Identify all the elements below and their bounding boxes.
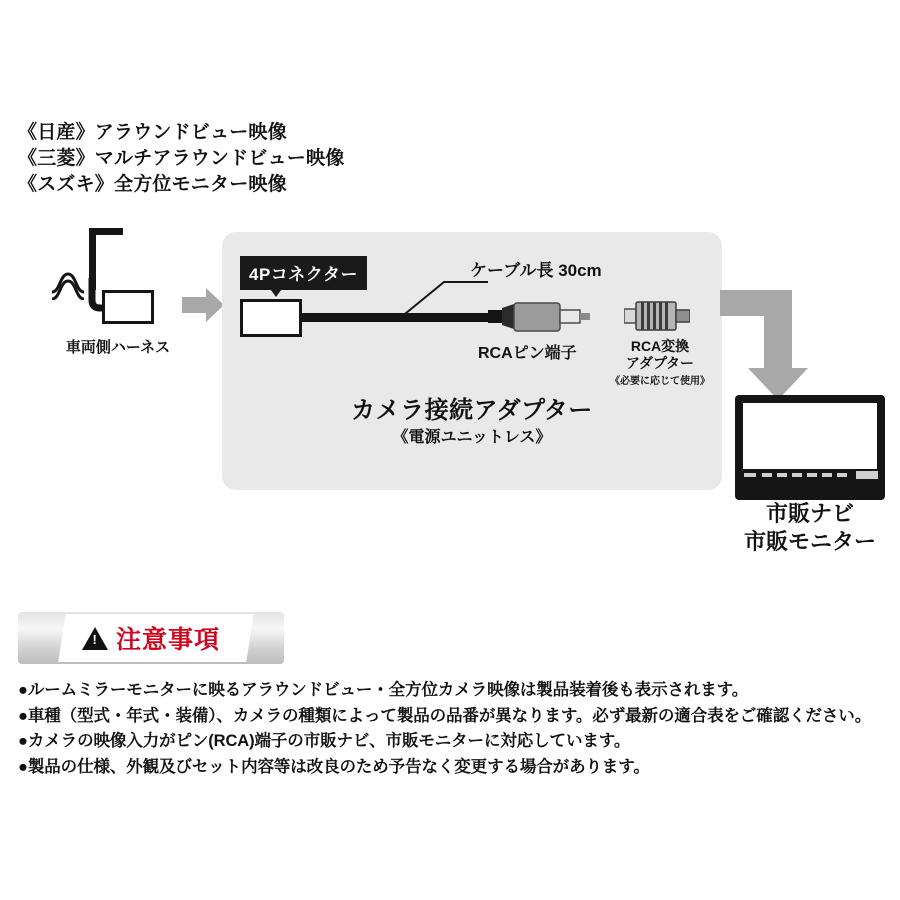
caution-note: ●製品の仕様、外観及びセット内容等は改良のため予告なく変更する場合があります。	[18, 757, 650, 776]
caution-note: ●カメラの映像入力がピン(RCA)端子の市販ナビ、市販モニターに対応しています。	[18, 732, 631, 751]
rca-adapter-label	[614, 338, 706, 372]
monitor-label	[720, 500, 900, 556]
vehicle-harness-graphic	[40, 228, 190, 368]
arrow-down-icon	[720, 290, 820, 400]
connector-4p-label: 4Pコネクター	[240, 256, 367, 290]
connector-4p-pointer	[268, 286, 284, 297]
vehicle-label-suzuki: 《スズキ》全方位モニター映像	[18, 174, 287, 196]
arrow-right-icon	[182, 288, 224, 322]
connector-4p-body	[240, 299, 302, 337]
rca-adapter-note: 《必要に応じて使用》	[610, 376, 710, 387]
monitor-label-line2: 市販モニター	[743, 529, 876, 555]
caution-note: ●ルームミラーモニターに映るアラウンドビュー・全方位カメラ映像は製品装着後も表示されます。	[18, 681, 749, 699]
warning-triangle-icon	[82, 627, 108, 650]
monitor-buttons-icon	[744, 470, 878, 480]
caution-note: ●車種（型式・年式・装備）、カメラの種類によって製品の品番が異なります。必ず最新の適合表をご確認ください。	[18, 706, 872, 725]
panel-subtitle: 《電源ユニットレス》	[392, 429, 552, 446]
harness-connector-body	[102, 290, 154, 324]
rca-adapter-label-line1: RCA変換	[630, 338, 690, 354]
vehicle-video-labels	[18, 120, 344, 199]
caution-banner-content	[18, 612, 284, 664]
cable-length-label: ケーブル長 30cm	[470, 261, 602, 280]
vehicle-label-mitsubishi: 《三菱》マルチアラウンドビュー映像	[18, 148, 345, 170]
rca-plug-label: RCAピン端子	[478, 345, 577, 362]
rca-adapter-icon	[624, 300, 690, 332]
panel-title: カメラ接続アダプター	[351, 397, 593, 424]
harness-label: 車両側ハーネス	[65, 339, 171, 356]
rca-plug-icon	[488, 300, 604, 334]
monitor-screen	[743, 403, 877, 469]
monitor-label-line1: 市販ナビ	[765, 501, 854, 526]
caution-banner-text: 注意事項	[115, 626, 220, 654]
monitor-graphic	[735, 395, 885, 500]
vehicle-label-nissan: 《日産》アラウンドビュー映像	[18, 122, 287, 143]
rca-adapter-label-line2: アダプター	[625, 354, 695, 371]
caution-banner	[18, 612, 284, 664]
caution-notes-list	[18, 678, 882, 780]
